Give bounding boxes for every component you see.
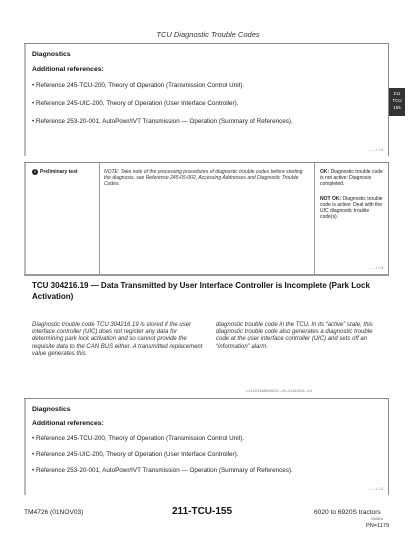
box-left-stripe [24,44,26,156]
end-mark: - - -/-/1 [367,486,384,491]
column-divider [314,163,315,275]
diagnostics-heading: Diagnostics [32,51,71,58]
not-ok-text: Diagnostic trouble code is active: Deal with the UIC diagnostic trouble code(s). [320,196,383,220]
preliminary-test-label [32,169,78,175]
page-header-title: TCU Diagnostic Trouble Codes [156,30,260,39]
description-right-column: diagnostic trouble code in the TCU. In its “active” state, this diagnostic trouble code also generates a diagnostic trouble code at the user interface controller (UIC) and sets off an “information” alarm. [216,322,373,350]
ok-result [320,169,384,187]
additional-references-heading: Additional references: [32,66,104,73]
footer-date-code: 050804 [371,517,383,521]
reference-line: • Reference 253-20-001, AutoPowr/IVT Transmission — Operation (Summary of References). [32,118,293,125]
info-icon: i [32,169,38,175]
not-ok-label: NOT OK: [320,196,342,202]
figure-reference-id: LX1023438006C02 –19–01AUG01–1/1 [246,389,313,393]
section-top-rule [24,274,389,276]
diagnostics-box-1 [24,43,389,156]
reference-line: • Reference 245-TCU-200, Theory of Operation (Transmission Control Unit). [32,435,245,442]
ok-text: Diagnostic trouble code is not active: Diagnosis completed. [320,169,383,187]
not-ok-result [320,196,384,220]
preliminary-test-text: Preliminary test [40,169,78,175]
box-left-stripe [24,163,26,274]
column-divider [99,163,100,275]
test-note: NOTE: Take note of the processing procedures of diagnostic trouble codes before starting the diagnosis, see Reference 245-05-002, Accessing Addresses and Diagnostic Trouble Codes. [104,169,303,187]
description-left-column: Diagnostic trouble code TCU 304216.19 is stored if the user interface controller (UIC) does not register any data for determining park lock activation and so cannot provide the requisite data to the CAN BUS either. A transmitted replacement value generates this [32,322,203,357]
section-title: TCU 304216.19 — Data Transmitted by User Interface Controller is Incomplete (Park Lock Activation) [32,281,370,301]
end-mark: - - -/-/1 [367,147,384,152]
box-left-stripe [24,399,26,495]
diagnostics-heading: Diagnostics [32,406,71,413]
tab-line: 155 [393,105,401,110]
diagnostics-box-2 [24,398,389,495]
additional-references-heading: Additional references: [32,420,104,427]
reference-line: • Reference 245-UIC-200, Theory of Operation (User Interface Controller). [32,100,239,107]
preliminary-test-box [24,162,389,274]
tab-line: TCU [392,98,402,103]
footer-page-code: 211-TCU-155 [172,506,233,517]
ok-label: OK: [320,169,330,175]
footer-manual-id: TM4726 (01NOV03) [24,509,84,516]
section-tab [389,88,405,116]
tab-line: 211 [393,91,401,96]
reference-line: • Reference 253-20-001, AutoPowr/IVT Transmission — Operation (Summary of References). [32,467,293,474]
footer-model-range: 6020 to 6920S tractors [314,509,381,516]
reference-line: • Reference 245-TCU-200, Theory of Operation (Transmission Control Unit). [32,82,245,89]
end-mark: - - -/-/1 [367,265,384,270]
reference-line: • Reference 245-UIC-200, Theory of Operation (User Interface Controller). [32,451,239,458]
footer-page-number: PN=1179 [366,523,390,529]
